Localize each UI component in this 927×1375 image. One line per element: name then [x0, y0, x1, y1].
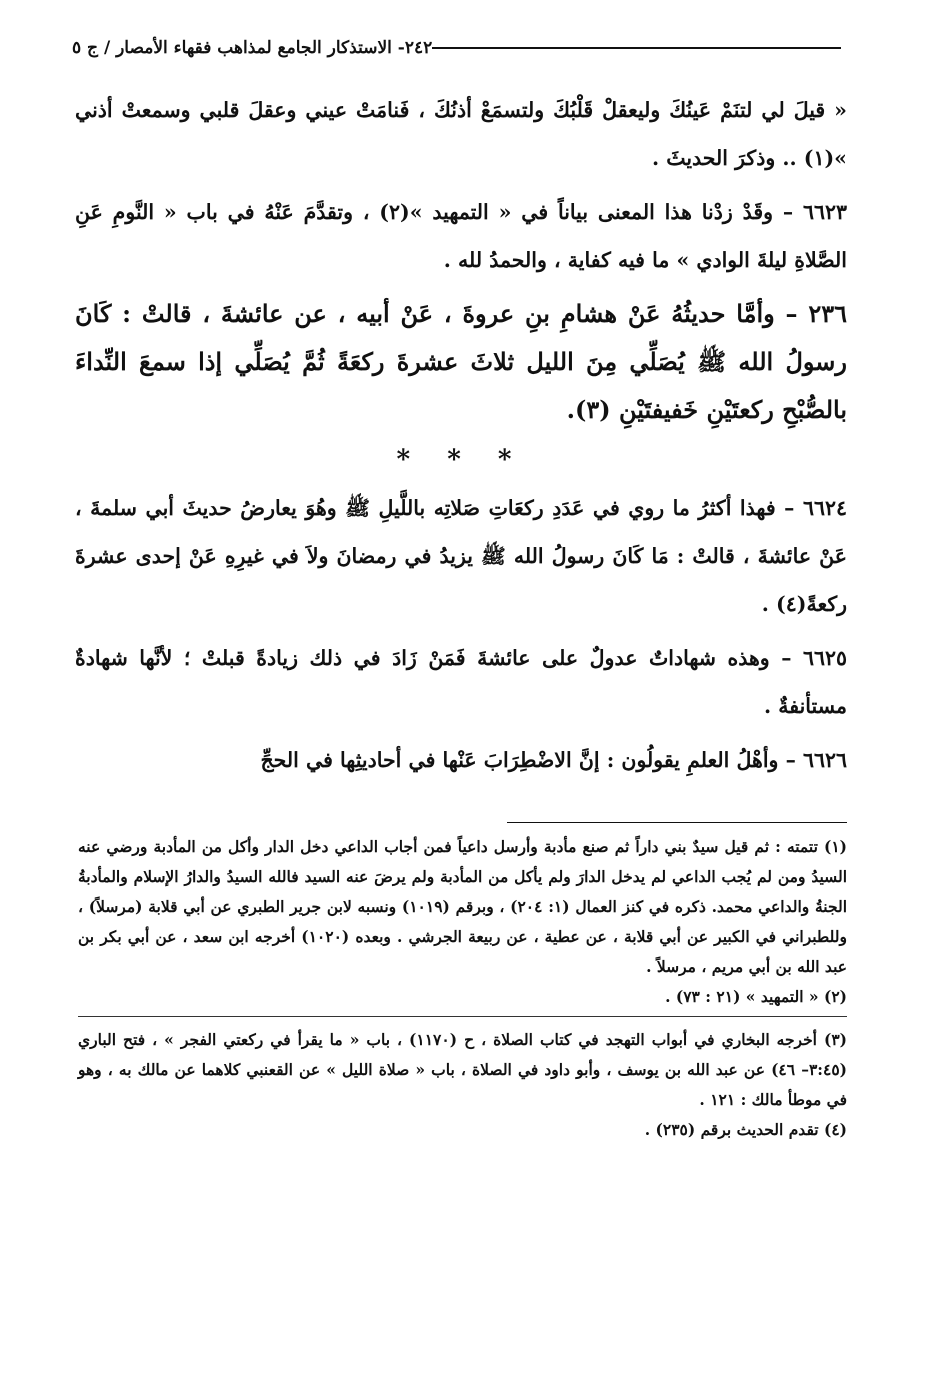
- paragraph-6626: ٦٦٢٦ – وأهْلُ العلمِ يقولُون : إنَّ الاضْطِرَابَ عَنْها في أحاديثِها في الحجِّ: [260, 748, 847, 772]
- main-text: [75, 86, 847, 790]
- paragraph-6623: ٦٦٢٣ – وقَدْ زدْنا هذا المعنى بياناً في « التمهيد »(٢) ، وتقدَّمَ عَنْهُ في باب « النَّومِ عَنِ الصَّلاةِ ليلةَ الوادي » ما فيه كفاية ، والحمدُ لله .: [75, 200, 847, 272]
- section-separator: * * *: [396, 445, 526, 475]
- header-rule: [432, 47, 841, 49]
- footnote-1: (١) تتمته : ثم قيل سيدٌ بني داراً ثم صنع مأدبة وأرسل داعياً فمن أجاب الداعي دخل الدار وأكل من المأدبة ورضي عنه السيدُ ومن لم يُجب الداعي لم يدخل الدارَ ولم يأكل من المأدبة ولم يرضَ عنه السيد فالله السيدُ والدارُ الإسلام والمأدبةُ الجنةُ والداعي محمد. ذكره في كنز العمال (١: ٢٠٤) ، وبرقم (١٠١٩) ونسبه لابن جرير الطبري عن أبي قلابة (مرسلاً) ، وللطبراني في الكبير عن أبي قلابة ، عن عطية ، عن ربيعة الجرشي . وبعده (١٠٢٠) أخرجه ابن سعد ، عن أبي بكر بن عبد الله بن أبي مريم ، مرسلاً .: [78, 837, 847, 976]
- page-header-title: ٢٤٢- الاستذكار الجامع لمذاهب فقهاء الأمصار / ج ٥: [72, 38, 433, 58]
- footnote-divider: [507, 822, 847, 823]
- footnote-2: (٢) « التمهيد » (٢١ : ٧٣) .: [665, 987, 847, 1006]
- footnote-rule: [78, 1016, 847, 1017]
- footnote-4: (٤) تقدم الحديث برقم (٢٣٥) .: [644, 1120, 847, 1139]
- footnote-3: (٣) أخرجه البخاري في أبواب التهجد في كتاب الصلاة ، ح (١١٧٠) ، باب « ما يقرأ في ركعتي الفجر » ، فتح الباري (٣:٤٥– ٤٦) عن عبد الله بن يوسف ، وأبو داود في الصلاة ، باب « صلاة الليل » عن القعنبي كلاهما عن مالك به ، وهو في موطأ مالك : ١٢١ .: [78, 1030, 848, 1109]
- running-header: [72, 38, 855, 58]
- paragraph-6624: ٦٦٢٤ – فهذا أكثرُ ما روي في عَدَدِ ركعَاتِ صَلاتِه باللَّيلِ ﷺ وهُوَ يعارضُ حديثَ أبي سلمةَ ، عَنْ عائشةَ ، قالتْ : مَا كَانَ رسولُ الله ﷺ يزيدُ في رمضانَ ولاَ في غيرِهِ عَنْ إحدى عشرةَ ركعةً(٤) .: [75, 496, 847, 616]
- paragraph-quote: « قيلَ لي لتنَمْ عَينُكَ وليعقلْ قَلْبُكَ ولتسمَعْ أذنُكَ ، فَنامَتْ عيني وعقلَ قلبي وسمعتْ أذني »(١) .. وذكرَ الحديثَ .: [75, 98, 847, 170]
- hadith-236: ٢٣٦ – وأمَّا حديثُهُ عَنْ هشامِ بنِ عروةَ ، عَنْ أبيه ، عن عائشةَ ، قالتْ : كَانَ رسولُ الله ﷺ يُصَلِّي مِنَ الليل ثلاثَ عشرةَ ركعَةً ثُمَّ يُصَلِّي إذا سمعَ النِّداءَ بالصُّبْحِ ركعتَيْنِ خَفيفتَيْنِ (٣).: [75, 299, 847, 424]
- paragraph-6625: ٦٦٢٥ – وهذه شهاداتٌ عدولٌ على عائشةَ فَمَنْ زَادَ في ذلك زيادةً قبلتْ ؛ لأنَّها شهادةٌ مستأنفةٌ .: [75, 646, 847, 718]
- footnotes: [78, 832, 847, 1145]
